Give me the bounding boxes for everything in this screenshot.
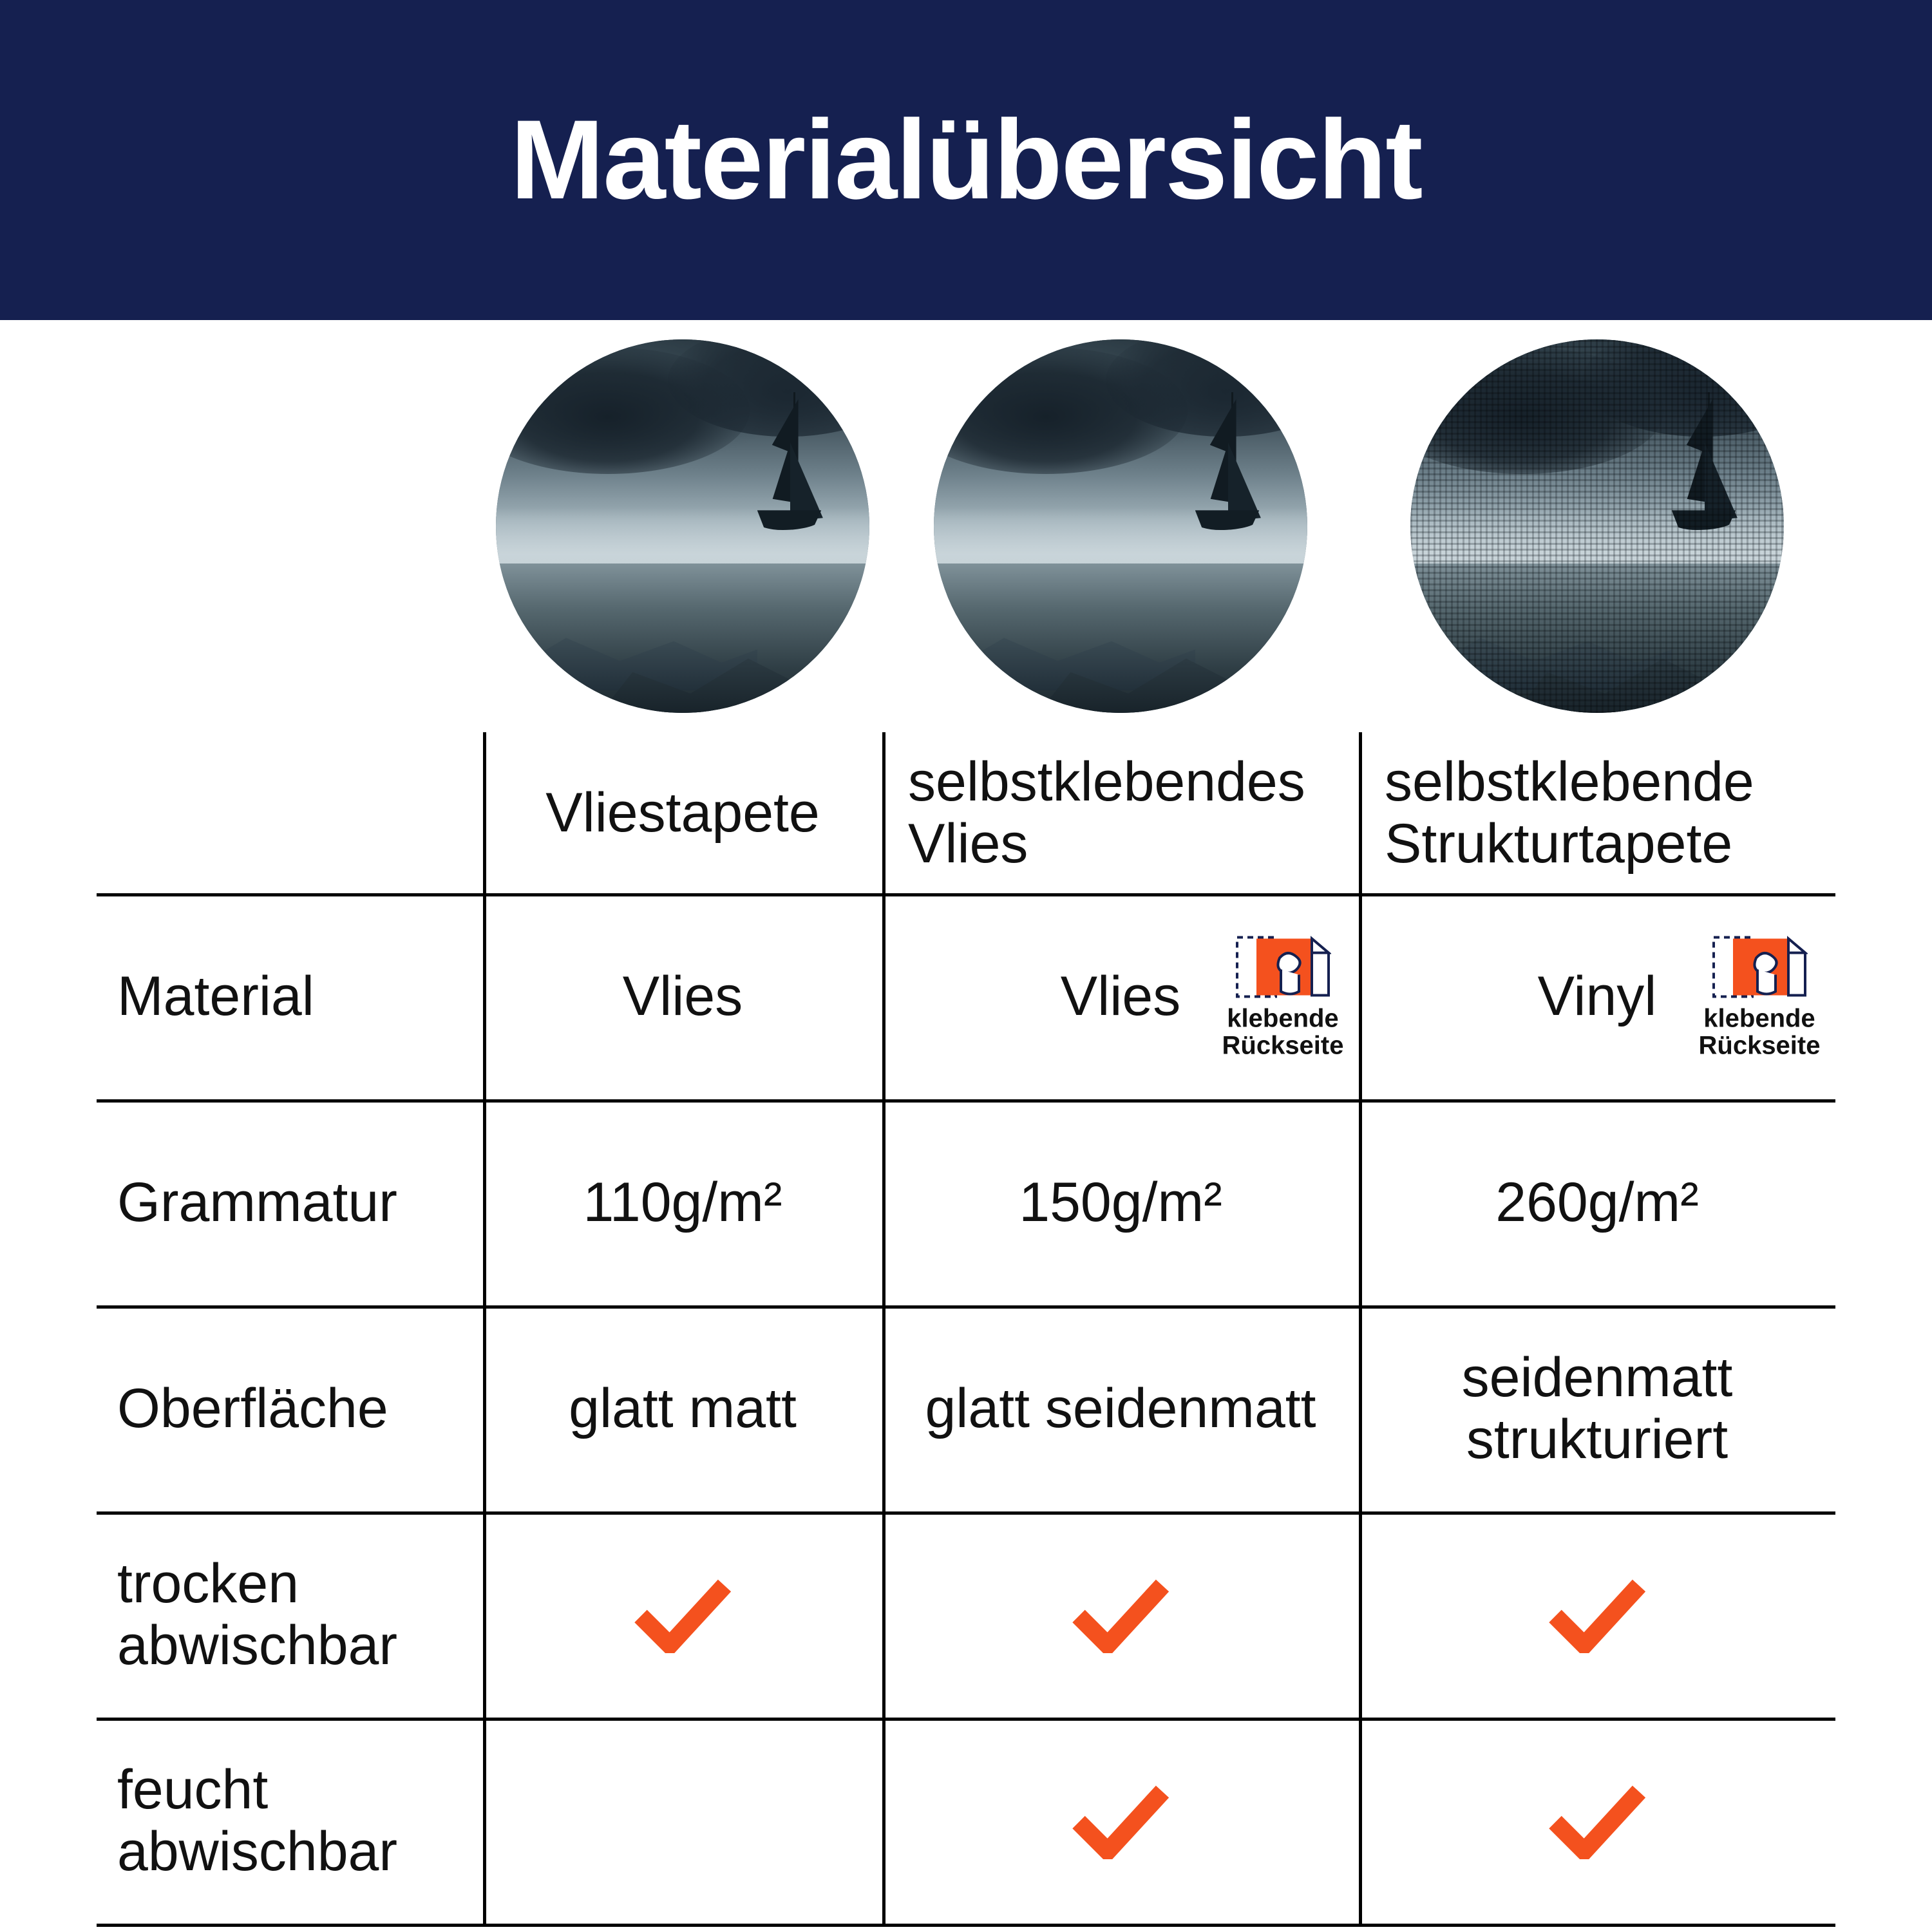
checkmark-icon (634, 1576, 731, 1653)
cell-value: glatt seidenmatt (925, 1377, 1316, 1439)
column-divider-1 (483, 732, 486, 1924)
table-row (97, 893, 1835, 1099)
adhesive-back-badge (1695, 934, 1824, 1059)
table-grid (97, 320, 1835, 1924)
column-divider-2 (882, 732, 886, 1924)
column-header-row (97, 732, 1835, 893)
fabric-texture-overlay (1410, 339, 1784, 713)
row-divider-3 (97, 1511, 1835, 1515)
row-label (97, 1099, 483, 1305)
row-label-text: trocken abwischbar (117, 1552, 397, 1676)
cell-value: seidenmatt strukturiert (1461, 1346, 1733, 1470)
row-divider-1 (97, 1099, 1835, 1103)
table-cell (882, 1718, 1359, 1924)
table-row (97, 1099, 1835, 1305)
material-swatch-1 (483, 320, 882, 732)
column-header-label: selbstklebendes Vlies (908, 750, 1305, 875)
table-cell (483, 1099, 882, 1305)
checkmark-icon (1549, 1782, 1645, 1859)
table-cell (1359, 1305, 1835, 1511)
cell-value: Vlies (622, 965, 743, 1027)
column-header-3 (1359, 732, 1835, 893)
row-label (97, 893, 483, 1099)
table-cell (483, 1305, 882, 1511)
table-cell (483, 1718, 882, 1924)
sailboat-icon (743, 399, 825, 578)
table-cell (882, 893, 1359, 1099)
adhesive-badge-line1: klebende (1703, 1004, 1815, 1033)
seascape-artwork (1410, 339, 1784, 713)
row-label-text: Material (117, 965, 314, 1027)
adhesive-back-badge (1218, 934, 1347, 1059)
peel-back-icon (1235, 934, 1331, 1001)
table-row (97, 1305, 1835, 1511)
swatch-row-spacer (97, 320, 483, 732)
material-comparison-table (0, 320, 1932, 1932)
cell-value: glatt matt (569, 1377, 797, 1439)
table-cell (1359, 1718, 1835, 1924)
cell-value: Vinyl (1537, 965, 1657, 1027)
row-label (97, 1305, 483, 1511)
seascape-swatch-textured (1410, 339, 1784, 713)
table-row (97, 1718, 1835, 1924)
table-cell (483, 1511, 882, 1718)
cell-value: Vlies (1060, 965, 1181, 1027)
table-cell (1359, 1511, 1835, 1718)
table-cell (1359, 893, 1835, 1099)
column-header-2 (882, 732, 1359, 893)
checkmark-icon (1072, 1576, 1169, 1653)
row-label-text: Grammatur (117, 1171, 397, 1233)
row-divider-0 (97, 893, 1835, 896)
seascape-artwork (934, 339, 1307, 713)
material-swatch-3 (1359, 320, 1835, 732)
table-cell (882, 1305, 1359, 1511)
swatch-row (97, 320, 1835, 732)
header-row-spacer (97, 732, 483, 893)
page-title: Materialübersicht (510, 97, 1422, 223)
table-cell (882, 1511, 1359, 1718)
row-label (97, 1718, 483, 1924)
adhesive-badge-label (1222, 1005, 1344, 1059)
adhesive-badge-label (1699, 1005, 1821, 1059)
peel-back-icon (1711, 934, 1808, 1001)
checkmark-icon (1549, 1576, 1645, 1653)
page-header (0, 0, 1932, 320)
row-label (97, 1511, 483, 1718)
seascape-artwork (496, 339, 869, 713)
adhesive-badge-line2: Rückseite (1698, 1031, 1821, 1060)
row-divider-5 (97, 1924, 1835, 1927)
table-row (97, 1511, 1835, 1718)
row-divider-4 (97, 1718, 1835, 1721)
table-cell (882, 1099, 1359, 1305)
adhesive-badge-line1: klebende (1227, 1004, 1339, 1033)
table-cell (1359, 1099, 1835, 1305)
cell-value: 110g/m² (583, 1171, 782, 1233)
seascape-swatch (496, 339, 869, 713)
material-swatch-2 (882, 320, 1359, 732)
cell-value: 150g/m² (1019, 1171, 1222, 1233)
cell-value: 260g/m² (1495, 1171, 1699, 1233)
table-cell (483, 893, 882, 1099)
row-divider-2 (97, 1305, 1835, 1309)
column-header-label: selbstklebende Strukturtapete (1385, 750, 1754, 875)
column-header-label: Vliestapete (545, 781, 820, 844)
seascape-swatch (934, 339, 1307, 713)
row-label-text: Oberfläche (117, 1377, 388, 1439)
column-header-1 (483, 732, 882, 893)
row-label-text: feucht abwischbar (117, 1758, 397, 1882)
checkmark-icon (1072, 1782, 1169, 1859)
sailboat-icon (1180, 399, 1263, 578)
column-divider-3 (1359, 732, 1362, 1924)
adhesive-badge-line2: Rückseite (1222, 1031, 1344, 1060)
